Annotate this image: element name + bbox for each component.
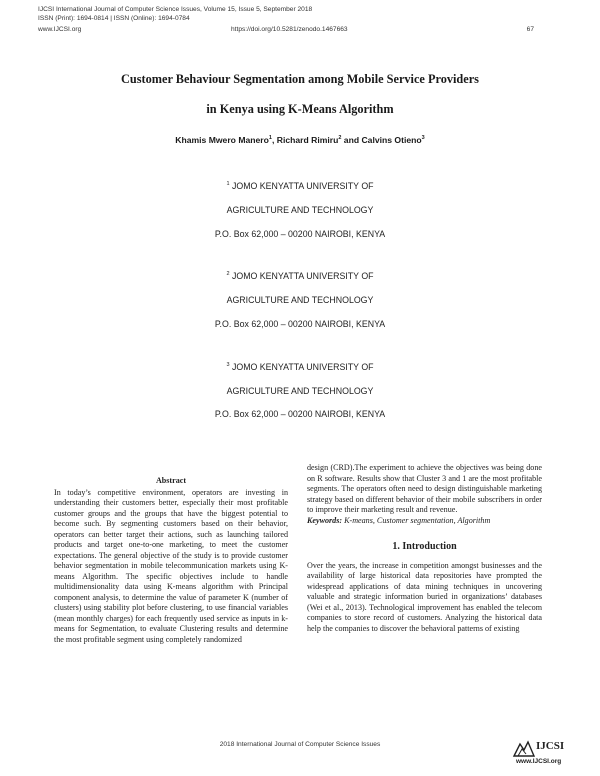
author-3: Calvins Otieno [361,135,422,145]
journal-header: IJCSI International Journal of Computer Science Issues, Volume 15, Issue 5, September 2018 [38,6,313,13]
author-separator: and [341,135,362,145]
page-number: 67 [526,26,534,33]
ijcsi-logo [512,738,574,768]
logo-site[interactable]: www.IJCSI.org [516,758,562,765]
affiliation-2-sup: 2 [226,271,230,278]
abstract-continuation: design (CRD).The experiment to achieve the objectives was being done on R software. Results show that Cluster 3 and 1 are the most profitable segments. The operators often need to design distinguishable marketing strategy based on different behavior of their mobile subscribers in order to improve their marketing result and revenue. [307,463,542,514]
abstract-heading: Abstract [155,476,187,485]
affiliation-3-address: P.O. Box 62,000 – 00200 NAIROBI, KENYA [214,409,386,419]
keywords-label: Keywords: [307,515,343,525]
doi-link[interactable]: https://doi.org/10.5281/zenodo.1467663 [231,26,348,33]
author-list [0,135,600,145]
affiliation-3-name: JOMO KENYATTA UNIVERSITY OF [231,362,374,372]
abstract-section [54,476,288,645]
site-link[interactable]: www.IJCSI.org [38,26,82,33]
affiliation-2-name: JOMO KENYATTA UNIVERSITY OF [231,271,374,281]
affiliation-1-address: P.O. Box 62,000 – 00200 NAIROBI, KENYA [214,229,386,239]
keywords [307,516,542,527]
affiliation-2-line-2: AGRICULTURE AND TECHNOLOGY [226,295,374,305]
author-3-sup: 3 [421,135,425,142]
logo-mark-icon [512,740,536,758]
author-1: Khamis Mwero Manero [175,135,269,145]
author-separator: , [271,135,277,145]
affiliation-3-line-2: AGRICULTURE AND TECHNOLOGY [226,386,374,396]
logo-name: IJCSI [536,740,565,752]
paper-title-line-2: in Kenya using K-Means Algorithm [206,102,394,116]
affiliation-2-address: P.O. Box 62,000 – 00200 NAIROBI, KENYA [214,319,386,329]
abstract-text: In today’s competitive environment, operators are investing in understanding their customers better, especially their most profitable customer groups and the groups that have the biggest potential to become such. By segmenting customers based on their behavior, operators can better target their actions, such as launching tailored products and target one-to-one marketing, to meet the customer expectations. The general objective of the study is to provide customer behavior segmentation in mobile telecommunication markets using K-means Algorithm. The specific objectives include to handle multidimensionality data using K-means algorithm with Principal component analysis, to determine the value of parameter K (number of clusters) using stability plot before clustering, to use financial variables (mean monthly charges) for each frequently used service as inputs in k-means for Segmentation, to evaluate Clustering results and determine the most profitable segment using completely randomized [54,487,288,644]
affiliation-2-line-1 [0,271,600,281]
affiliation-1-line-2: AGRICULTURE AND TECHNOLOGY [226,205,374,215]
paper-title-line-1: Customer Behaviour Segmentation among Mobile Service Providers [121,72,479,86]
author-2: Richard Rimiru [276,135,339,145]
introduction-text: Over the years, the increase in competition amongst businesses and the availability of large historical data repositories have prompted the widespread applications of data mining techniques in uncovering valuable and strategic information buried in organizations’ databases (Wei et al., 2013). Technological improvement has enabled the telecom companies to store record of customers. Analyzing the historical data help the companies to discover the behavioral patterns of existing [307,560,542,633]
issn-line: ISSN (Print): 1694-0814 | ISSN (Online): 1694-0784 [38,15,190,22]
author-2-sup: 2 [338,135,342,142]
affiliation-1-sup: 1 [226,181,230,188]
author-1-sup: 1 [268,135,272,142]
page-footer: 2018 International Journal of Computer Science Issues [219,741,381,748]
keywords-list: K-means, Customer segmentation, Algorithm [342,515,491,525]
affiliation-1-name: JOMO KENYATTA UNIVERSITY OF [231,181,374,191]
right-column [307,463,542,634]
affiliation-3-line-1 [0,362,600,372]
affiliation-3-sup: 3 [226,362,230,369]
affiliation-1-line-1 [0,181,600,191]
introduction-heading: 1. Introduction [392,541,457,552]
